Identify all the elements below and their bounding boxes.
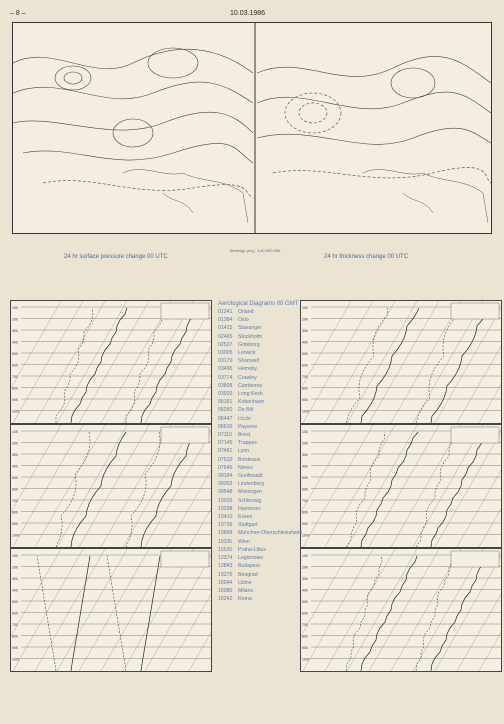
station-id: 10338 [218, 505, 233, 512]
pressure-label: 800 [302, 510, 308, 515]
dewpoint-profile [126, 308, 163, 423]
dewpoint-profile [346, 308, 388, 423]
station-row [218, 546, 304, 554]
station-name: Roma [238, 596, 252, 603]
isotherm-line [145, 301, 211, 423]
station-id: 06181 [218, 399, 233, 406]
pressure-label: 900 [12, 646, 18, 650]
aerological-diagram [10, 548, 212, 672]
pressure-label: 100 [12, 430, 18, 434]
isotherm-line [391, 301, 461, 423]
station-name: Uccle [238, 415, 251, 422]
station-id: 01415 [218, 325, 233, 332]
diagram-header-box [451, 303, 499, 319]
station-row [218, 587, 304, 595]
diagram-header-box [451, 427, 499, 443]
station-row [218, 398, 304, 406]
station-row [218, 439, 304, 447]
pressure-label: 500 [302, 476, 308, 480]
isotherm-line [35, 549, 105, 671]
station-id: 09393 [218, 481, 233, 488]
isotherm-line [35, 425, 105, 547]
station-row [218, 456, 304, 464]
isotherm-line [303, 549, 373, 671]
pressure-label: 600 [12, 611, 18, 616]
station-row [218, 357, 304, 365]
station-id: 10410 [218, 514, 233, 521]
temperature-profile [361, 308, 419, 423]
right-map-isolines [257, 56, 491, 183]
isotherm-line [303, 301, 373, 423]
station-name: Stuttgart [238, 522, 258, 529]
map-figure [13, 23, 491, 233]
diagram-header-box [451, 551, 499, 567]
station-id: 07645 [218, 464, 233, 471]
pressure-label: 400 [12, 588, 18, 593]
station-name: Wien [238, 538, 250, 545]
isotherm-line [391, 425, 461, 547]
station-name: Beograd [238, 571, 258, 578]
pressure-label: 500 [302, 600, 308, 604]
isotherm-line [369, 425, 439, 547]
station-row [218, 406, 304, 414]
station-row [218, 365, 304, 373]
temperature-profile [141, 308, 197, 423]
pressure-label: 500 [12, 352, 18, 356]
aerological-diagram [10, 424, 212, 548]
station-id: 03920 [218, 391, 233, 398]
station-name: Hannover [238, 505, 261, 512]
dewpoint-profile [346, 556, 382, 671]
station-row [218, 324, 304, 332]
pressure-label: 900 [302, 522, 308, 526]
station-row [218, 423, 304, 431]
pressure-label: 100 [12, 554, 18, 558]
isotherm-line [479, 425, 501, 547]
pressure-label: 1000 [12, 533, 20, 538]
station-id: 07510 [218, 456, 233, 463]
isotherm-line [79, 301, 149, 423]
pressure-label: 900 [12, 522, 18, 526]
station-name: Bordeaux [238, 456, 261, 463]
station-row [218, 374, 304, 382]
station-id: 03774 [218, 374, 233, 381]
station-row [218, 382, 304, 390]
station-name: Hemsby [238, 366, 258, 373]
station-row [218, 571, 304, 579]
dewpoint-profile [346, 432, 385, 547]
station-id: 12843 [218, 563, 233, 570]
station-name: Legionowo [238, 555, 264, 562]
station-id: 06447 [218, 415, 233, 422]
station-id: 07145 [218, 440, 233, 447]
pressure-label: 200 [12, 441, 18, 446]
pressure-label: 600 [302, 487, 308, 492]
station-row [218, 497, 304, 505]
pressure-label: 800 [12, 386, 18, 391]
maps-panel [12, 22, 492, 234]
station-id: 16080 [218, 587, 233, 594]
station-row [218, 521, 304, 529]
station-name: Shanwell [238, 358, 260, 365]
isotherm-line [325, 425, 395, 547]
station-row [218, 472, 304, 480]
pressure-label: 900 [12, 398, 18, 402]
station-id: 09548 [218, 489, 233, 496]
isotherm-line [435, 301, 501, 423]
left-map-coastlines [123, 169, 248, 223]
station-row [218, 579, 304, 587]
station-row [218, 308, 304, 316]
pressure-label: 600 [302, 363, 308, 368]
station-name: Essen [238, 514, 253, 521]
isotherm-line [369, 301, 439, 423]
station-list [218, 300, 304, 603]
station-name: Stockholm [238, 333, 263, 340]
station-id: 02465 [218, 333, 233, 340]
pressure-label: 200 [12, 317, 18, 322]
station-id: 10739 [218, 522, 233, 529]
pressure-label: 600 [302, 611, 308, 616]
station-row [218, 562, 304, 570]
station-id: 03005 [218, 350, 233, 357]
station-name: Nimes [238, 464, 253, 471]
station-id: 07110 [218, 432, 233, 439]
station-name: Orland [238, 309, 254, 315]
pressure-label: 800 [302, 386, 308, 391]
pressure-label: 100 [12, 306, 18, 310]
station-name: München-Oberschleissheim [238, 530, 303, 537]
pressure-label: 900 [302, 646, 308, 650]
station-id: 07481 [218, 448, 233, 455]
pressure-label: 700 [12, 499, 18, 503]
isotherm-line [35, 301, 105, 423]
temperature-profile [71, 432, 126, 547]
station-name: Goteborg [238, 341, 260, 348]
isotherm-line [189, 301, 211, 423]
dewpoint-profile [37, 556, 56, 671]
isotherm-line [101, 301, 171, 423]
page-date: 10.03.1986 [230, 10, 266, 17]
dewpoint-profile [56, 308, 93, 423]
station-id: 03808 [218, 382, 233, 389]
station-row [218, 415, 304, 423]
isotherm-line [123, 301, 193, 423]
pressure-label: 800 [12, 634, 18, 639]
isotherm-line [301, 425, 351, 547]
diagram-header-box [161, 303, 209, 319]
pressure-label: 300 [302, 329, 308, 333]
isotherm-line [13, 301, 83, 423]
station-name: Praha-Libus [238, 546, 266, 553]
pressure-label: 700 [302, 499, 308, 503]
pressure-label: 300 [12, 577, 18, 581]
temperature-profile [431, 308, 489, 423]
station-row [218, 513, 304, 521]
left-map-isolines [13, 48, 253, 198]
station-id: 06260 [218, 407, 233, 414]
station-id: 03496 [218, 366, 233, 373]
pressure-label: 1000 [12, 409, 20, 414]
station-name: Kobenhavn [238, 399, 265, 406]
isotherm-line [101, 549, 171, 671]
temperature-profile [431, 556, 487, 671]
isotherm-line [13, 425, 83, 547]
station-name: Schleswig [238, 497, 262, 504]
station-row [218, 538, 304, 546]
isotherm-line [391, 549, 461, 671]
station-id: 10868 [218, 530, 233, 537]
station-row [218, 316, 304, 324]
station-row [218, 390, 304, 398]
station-id: 11520 [218, 546, 233, 553]
pressure-label: 400 [302, 340, 308, 345]
station-id: 06610 [218, 423, 233, 430]
station-name: Camborne [238, 382, 263, 389]
isotherm-line [79, 549, 149, 671]
temperature-profile [71, 556, 90, 671]
station-name: Trappes [238, 440, 257, 447]
station-row [218, 595, 304, 603]
pressure-label: 900 [302, 398, 308, 402]
pressure-label: 1000 [12, 657, 20, 662]
right-map-caption: 24 hr thickness change 00 UTC [324, 254, 409, 260]
station-row [218, 447, 304, 455]
pressure-label: 300 [302, 453, 308, 457]
pressure-label: 500 [12, 476, 18, 480]
isotherm-line [347, 425, 417, 547]
pressure-label: 400 [302, 464, 308, 469]
pressure-label: 1000 [302, 409, 310, 414]
pressure-label: 400 [12, 464, 18, 469]
dewpoint-profile [416, 432, 455, 547]
page-number: – 8 – [10, 10, 26, 17]
pressure-label: 1000 [302, 533, 310, 538]
pressure-label: 700 [302, 375, 308, 379]
isotherm-line [435, 425, 501, 547]
station-name: Stavanger [238, 325, 262, 332]
station-id: 16242 [218, 596, 233, 603]
pressure-label: 600 [12, 363, 18, 368]
station-name: Udine [238, 579, 252, 586]
station-id: 10035 [218, 497, 233, 504]
station-row [218, 554, 304, 562]
station-id: 01384 [218, 317, 233, 324]
isotherm-line [301, 549, 351, 671]
pressure-label: 300 [12, 453, 18, 457]
station-name: Oslo [238, 317, 249, 324]
right-map-coastlines [363, 169, 488, 223]
pressure-label: 200 [302, 317, 308, 322]
isotherm-line [189, 549, 211, 671]
station-id: 13275 [218, 571, 233, 578]
station-row [218, 529, 304, 537]
map-scale-caption: Stereogr. proj., 1:40 000 000 [229, 248, 281, 253]
isotherm-line [347, 549, 417, 671]
pressure-label: 200 [302, 565, 308, 570]
station-row [218, 431, 304, 439]
station-name: Brest [238, 432, 251, 439]
station-id: 01241 [218, 309, 233, 315]
diagram-header-box [161, 551, 209, 567]
station-row [218, 464, 304, 472]
pressure-label: 700 [12, 623, 18, 627]
station-row [218, 480, 304, 488]
isotherm-line [413, 549, 483, 671]
pressure-label: 1000 [302, 657, 310, 662]
isotherm-line [11, 549, 61, 671]
isotherm-line [303, 425, 373, 547]
aerological-diagram [300, 424, 502, 548]
isotherm-line [189, 425, 211, 547]
pressure-label: 700 [12, 375, 18, 379]
station-row [218, 349, 304, 357]
dewpoint-profile [56, 432, 90, 547]
left-map-caption: 24 hr surface pressure change 00 UTC [64, 254, 168, 260]
station-row [218, 341, 304, 349]
isotherm-line [301, 301, 351, 423]
isotherm-line [57, 425, 127, 547]
isotherm-line [479, 549, 501, 671]
station-row [218, 488, 304, 496]
isotherm-line [101, 425, 171, 547]
station-name: Lyon [238, 448, 250, 455]
isotherm-line [11, 425, 61, 547]
station-id: 09184 [218, 473, 233, 480]
station-row [218, 505, 304, 513]
station-name: De Bilt [238, 407, 254, 414]
pressure-label: 500 [12, 600, 18, 604]
temperature-profile [141, 556, 160, 671]
station-id: 11035 [218, 538, 233, 545]
station-name: Milano [238, 587, 254, 594]
isotherm-line [413, 301, 483, 423]
station-row [218, 333, 304, 341]
diagram-header-box [161, 427, 209, 443]
pressure-label: 800 [302, 634, 308, 639]
dewpoint-profile [107, 556, 126, 671]
temperature-profile [431, 432, 488, 547]
station-list-title: Aerological Diagrams 00 GMT [218, 301, 299, 307]
isotherm-line [57, 549, 127, 671]
isotherm-line [347, 301, 417, 423]
station-name: Meiningen [238, 489, 262, 496]
station-name: Budapest [238, 563, 260, 570]
temperature-profile [361, 432, 418, 547]
station-id: 03170 [218, 358, 233, 365]
station-id: 12374 [218, 555, 233, 562]
pressure-label: 400 [12, 340, 18, 345]
pressure-label: 200 [12, 565, 18, 570]
station-id: 16044 [218, 579, 233, 586]
dewpoint-profile [416, 556, 452, 671]
isotherm-line [11, 301, 61, 423]
pressure-label: 100 [302, 430, 308, 434]
station-name: Lerwick [238, 350, 256, 357]
isotherm-line [57, 301, 127, 423]
pressure-label: 100 [302, 306, 308, 310]
pressure-label: 300 [302, 577, 308, 581]
isotherm-line [123, 425, 193, 547]
isotherm-line [325, 301, 395, 423]
pressure-label: 600 [12, 487, 18, 492]
dewpoint-profile [416, 308, 458, 423]
station-id: 02527 [218, 341, 233, 348]
isotherm-line [79, 425, 149, 547]
pressure-label: 300 [12, 329, 18, 333]
aerological-diagram [10, 300, 212, 424]
temperature-profile [71, 308, 127, 423]
station-name: Payerne [238, 423, 258, 430]
station-name: Crawley [238, 374, 257, 381]
pressure-label: 800 [12, 510, 18, 515]
pressure-label: 700 [302, 623, 308, 627]
isotherm-line [13, 549, 83, 671]
temperature-profile [141, 432, 196, 547]
pressure-label: 500 [302, 352, 308, 356]
station-name: Greifswald [238, 473, 263, 480]
pressure-label: 200 [302, 441, 308, 446]
pressure-label: 400 [302, 588, 308, 593]
isotherm-line [145, 425, 211, 547]
pressure-label: 100 [302, 554, 308, 558]
station-name: Lindenberg [238, 481, 264, 488]
isotherm-line [325, 549, 395, 671]
isotherm-line [413, 425, 483, 547]
aerological-diagram [300, 548, 502, 672]
aerological-diagram [300, 300, 502, 424]
isotherm-line [435, 549, 501, 671]
temperature-profile [361, 556, 417, 671]
station-name: Long Kesh [238, 391, 263, 398]
isotherm-line [145, 549, 211, 671]
